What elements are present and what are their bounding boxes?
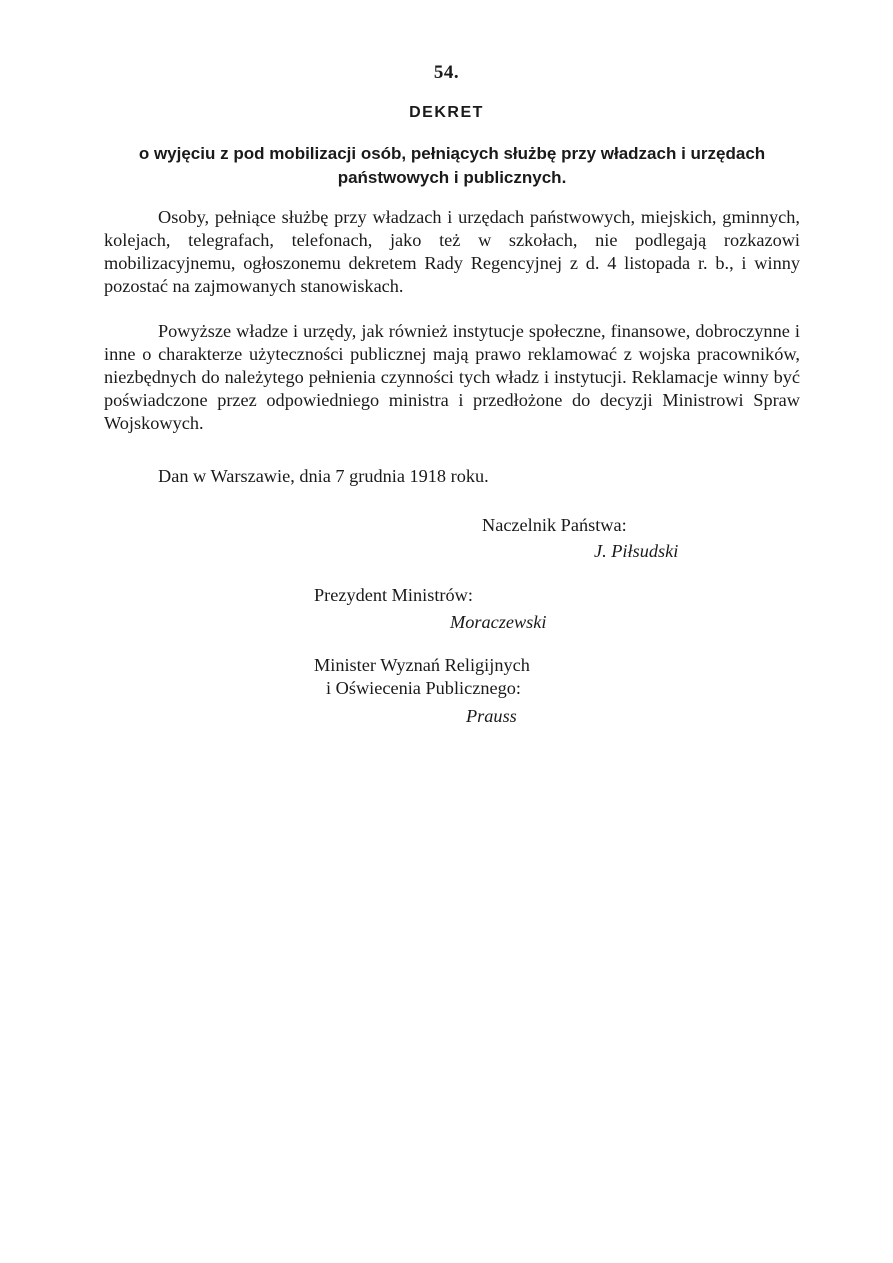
document-title: DEKRET [409, 104, 484, 121]
date-line: Dan w Warszawie, dnia 7 grudnia 1918 roku. [158, 466, 489, 486]
signature-name-pilsudski: J. Piłsudski [594, 541, 679, 561]
paragraph-2: Powyższe władze i urzędy, jak również instytucje społeczne, finansowe, dobroczynne i inne o charakterze użyteczności publicznej mają prawo reklamować z wojska pracowników, niezbędnych do należytego pełnienia czynności tych władz i instytucji. Reklamacje winny być poświadczone przez odpowiedniego ministra i przedłożone do decyzji Ministrowi Spraw Wojskowych. [104, 321, 800, 433]
signature-name-prauss: Prauss [466, 706, 517, 726]
signature-role-prime-minister: Prezydent Ministrów: [314, 585, 473, 605]
document-number: 54. [433, 62, 460, 83]
signature-role-head-of-state: Naczelnik Państwa: [482, 515, 627, 535]
paragraph-1: Osoby, pełniące służbę przy władzach i urzędach państwowych, miejskich, gminnych, kolejach, telegrafach, telefonach, jako też w szkołach, nie podlegają rozkazowi mobilizacyjnemu, ogłoszonemu dekretem Rady Regencyjnej z d. 4 listopada r. b., i winny pozostać na zajmowanych stanowiskach. [104, 207, 800, 296]
signature-role-minister-religion: Minister Wyznań Religijnych [314, 655, 530, 675]
document-subtitle: o wyjęciu z pod mobilizacji osób, pełniących służbę przy władzach i urzędach państwowych i publicznych. [138, 144, 766, 187]
signature-role-minister-education: i Oświecenia Publicznego: [326, 678, 521, 698]
signature-name-moraczewski: Moraczewski [450, 612, 547, 632]
